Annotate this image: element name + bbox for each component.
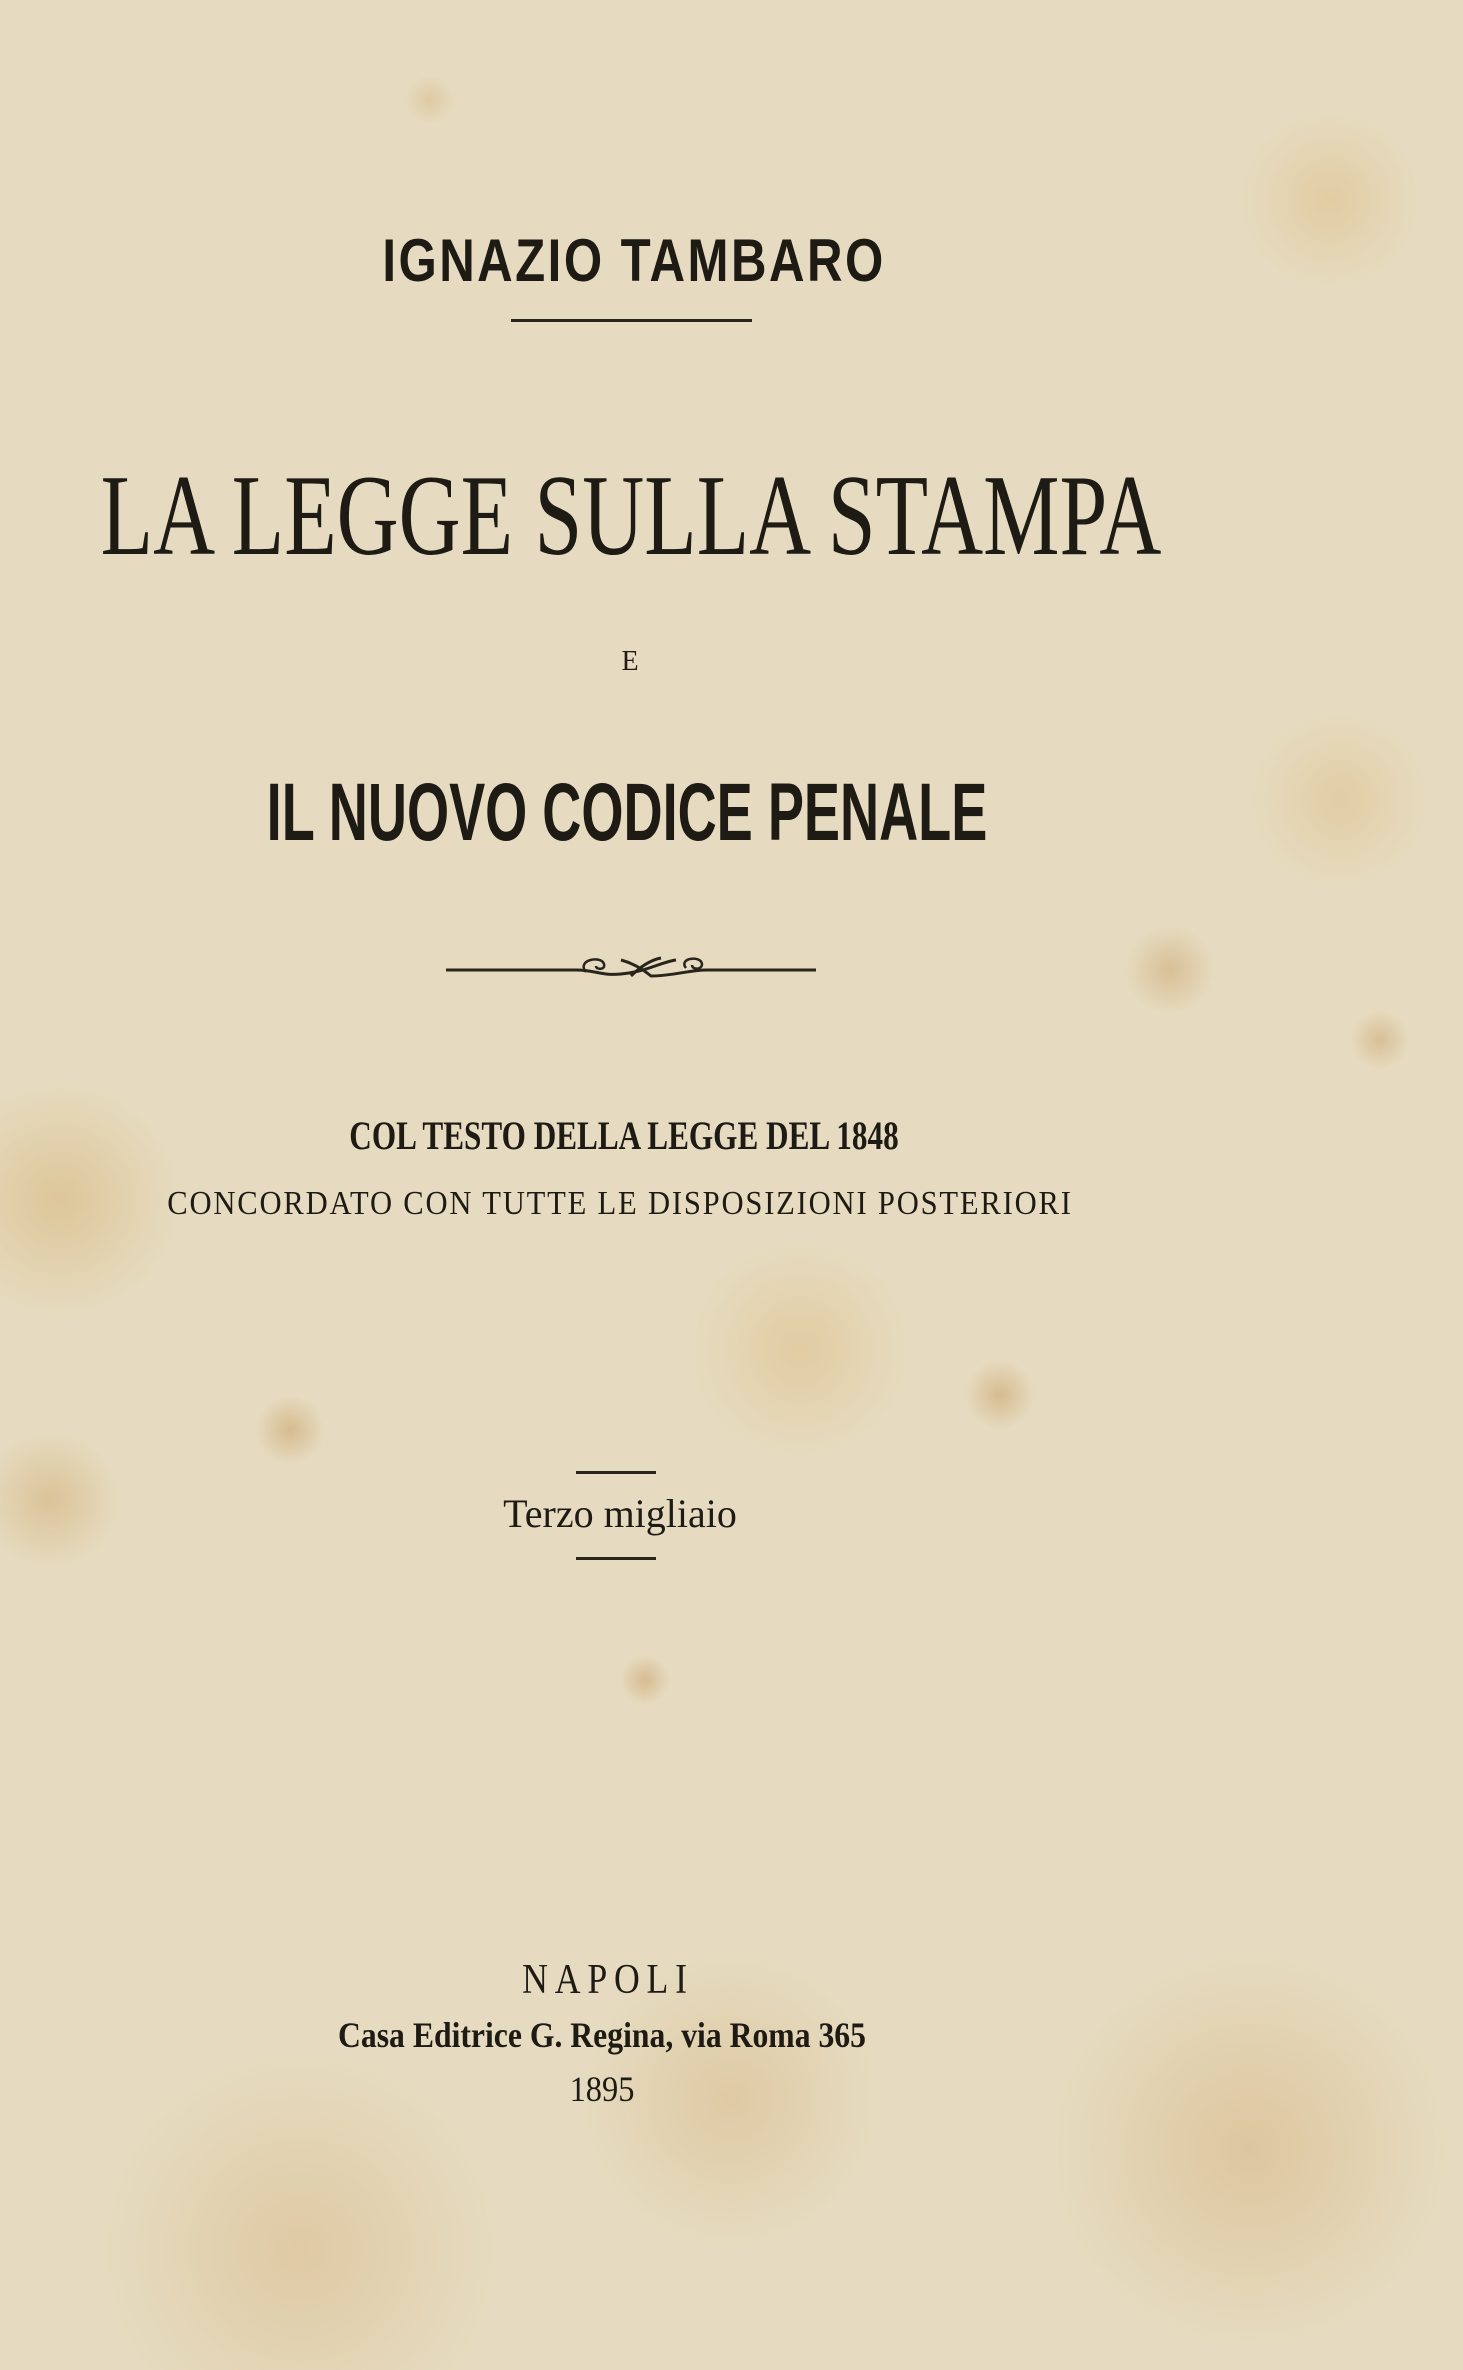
book-title: LA LEGGE SULLA STAMPA (100, 452, 1162, 580)
description-line-2: CONCORDATO CON TUTTE LE DISPOSIZIONI POSTERIORI (167, 1185, 1073, 1222)
edition-rule-bottom (576, 1557, 656, 1560)
imprint-publisher: Casa Editrice G. Regina, via Roma 365 (338, 2015, 866, 2055)
ornamental-divider (446, 950, 816, 985)
title-conjunction: E (621, 646, 639, 677)
edition-label: Terzo migliaio (503, 1491, 737, 1536)
description-line-1: COL TESTO DELLA LEGGE DEL 1848 (349, 1113, 899, 1158)
edition-rule-top (576, 1471, 656, 1474)
author-name: IGNAZIO TAMBARO (382, 227, 886, 294)
imprint-city: NAPOLI (522, 1957, 694, 2003)
book-subtitle: IL NUOVO CODICE PENALE (266, 767, 988, 858)
imprint-year: 1895 (569, 2069, 635, 2109)
author-rule (511, 319, 752, 322)
